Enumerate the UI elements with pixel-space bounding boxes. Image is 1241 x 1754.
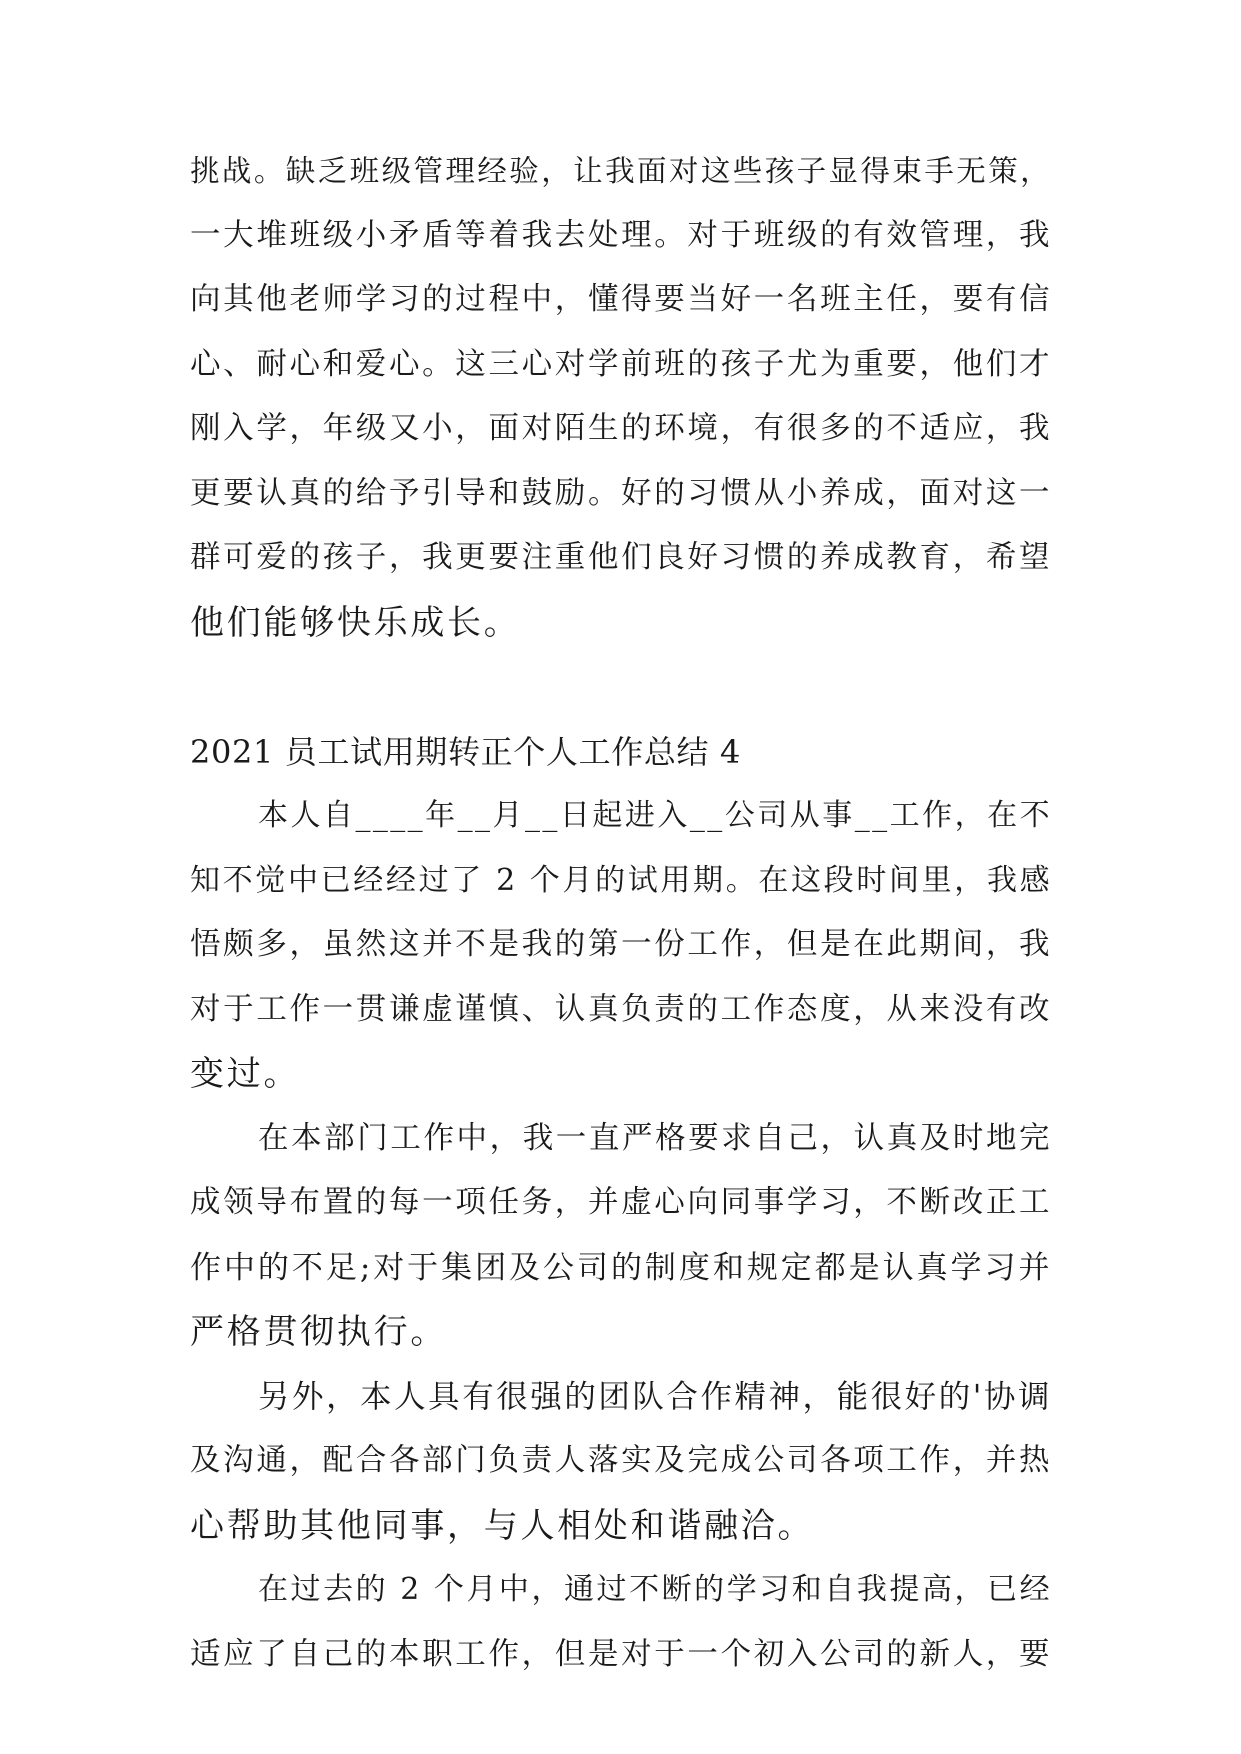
text-line: 变过。 [190, 1054, 301, 1094]
text-line: 知不觉中已经经过了 2 个月的试用期。在这段时间里，我感 [190, 863, 1052, 898]
text-line: 群可爱的孩子，我更要注重他们良好习惯的养成教育，希望 [190, 540, 1052, 575]
text-line: 作中的不足;对于集团及公司的制度和规定都是认真学习并 [190, 1250, 1052, 1286]
text-line: 成领导布置的每一项任务，并虚心向同事学习，不断改正工 [190, 1185, 1052, 1220]
text-line: 刚入学，年级又小，面对陌生的环境，有很多的不适应，我 [190, 411, 1052, 446]
text-line: 本人自____年__月__日起进入__公司从事__工作，在不 [258, 798, 1052, 833]
text-line: 严格贯彻执行。 [190, 1312, 448, 1352]
text-line: 更要认真的给予引导和鼓励。好的习惯从小养成，面对这一 [190, 476, 1052, 511]
text-line: 及沟通，配合各部门负责人落实及完成公司各项工作，并热 [190, 1443, 1052, 1478]
text-line: 心帮助其他同事，与人相处和谐融洽。 [190, 1506, 815, 1546]
text-line: 他们能够快乐成长。 [190, 603, 521, 643]
text-line: 悟颇多，虽然这并不是我的第一份工作，但是在此期间，我 [190, 927, 1052, 962]
text-line: 在本部门工作中，我一直严格要求自己，认真及时地完 [258, 1121, 1052, 1156]
text-line: 心、耐心和爱心。这三心对学前班的孩子尤为重要，他们才 [190, 347, 1052, 382]
section-title: 2021 员工试用期转正个人工作总结 4 [190, 733, 741, 771]
text-line: 一大堆班级小矛盾等着我去处理。对于班级的有效管理，我 [190, 218, 1052, 253]
text-line: 适应了自己的本职工作，但是对于一个初入公司的新人，要 [190, 1637, 1052, 1672]
text-line: 挑战。缺乏班级管理经验，让我面对这些孩子显得束手无策， [190, 154, 1052, 188]
text-line: 对于工作一贯谦虚谨慎、认真负责的工作态度，从来没有改 [190, 992, 1052, 1027]
document-page [190, 0, 1052, 1754]
text-line: 在过去的 2 个月中，通过不断的学习和自我提高，已经 [258, 1572, 1052, 1607]
text-line: 向其他老师学习的过程中，懂得要当好一名班主任，要有信 [190, 282, 1052, 317]
text-line: 另外，本人具有很强的团队合作精神，能很好的'协调 [258, 1379, 1052, 1415]
